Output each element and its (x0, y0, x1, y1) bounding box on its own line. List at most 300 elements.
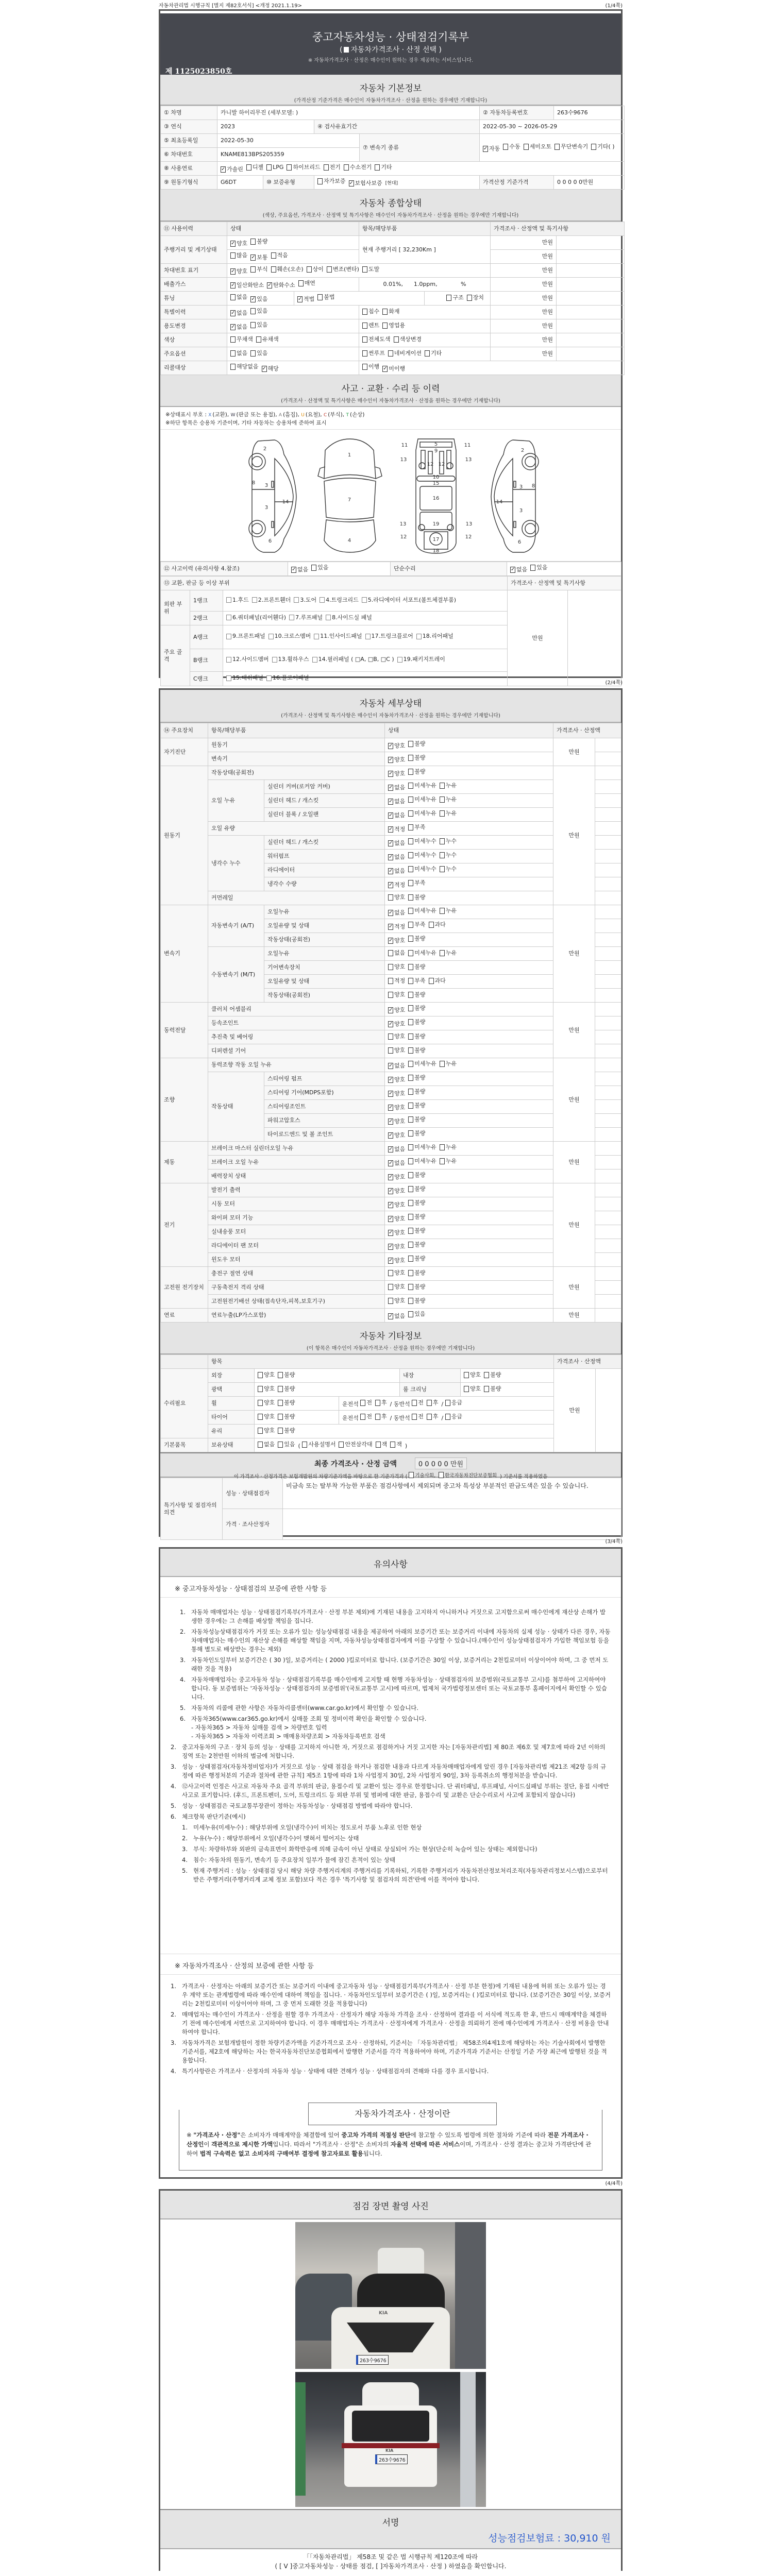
checkbox-option[interactable] (230, 350, 247, 357)
unchecked-box-icon[interactable] (258, 1400, 263, 1406)
checkbox-option[interactable] (440, 810, 457, 817)
unchecked-box-icon[interactable] (554, 144, 560, 150)
price-value[interactable] (596, 1369, 621, 1452)
unchecked-box-icon[interactable] (408, 838, 413, 844)
unchecked-box-icon[interactable] (226, 634, 231, 639)
checkbox-option[interactable] (412, 1399, 424, 1406)
unchecked-box-icon[interactable] (250, 308, 256, 314)
checkbox-option[interactable] (250, 308, 267, 315)
checkbox-option[interactable] (408, 838, 436, 845)
price-value[interactable] (595, 1267, 621, 1281)
unchecked-box-icon[interactable] (388, 1284, 393, 1290)
checkbox-option[interactable] (266, 673, 309, 683)
unchecked-box-icon[interactable] (250, 239, 256, 245)
checkbox-option[interactable] (408, 1283, 425, 1291)
checkbox-option[interactable] (317, 178, 346, 185)
unchecked-box-icon[interactable] (226, 675, 231, 681)
unchecked-box-icon[interactable] (440, 1144, 445, 1150)
checkbox-option[interactable] (362, 308, 379, 315)
checkbox-option[interactable] (445, 1399, 462, 1406)
checkbox-option[interactable] (258, 1441, 275, 1448)
checked-box-icon[interactable]: ✓ (389, 924, 393, 929)
checkbox-option[interactable] (408, 1255, 425, 1262)
unchecked-box-icon[interactable] (375, 1414, 380, 1420)
checkbox-option[interactable] (388, 1132, 405, 1139)
price-value[interactable] (595, 1114, 621, 1128)
checkbox-option[interactable] (445, 1413, 462, 1420)
checkbox-option[interactable] (412, 1413, 424, 1420)
checkbox-option[interactable] (291, 566, 308, 573)
checked-box-icon[interactable]: ✓ (231, 241, 236, 246)
unchecked-box-icon[interactable] (464, 1386, 469, 1392)
checkbox-option[interactable] (388, 1104, 405, 1111)
price-value[interactable] (595, 1239, 621, 1253)
unchecked-box-icon[interactable] (408, 922, 413, 928)
unchecked-box-icon[interactable] (230, 364, 236, 370)
checkbox-option[interactable] (278, 1399, 295, 1406)
unchecked-box-icon[interactable] (408, 908, 413, 914)
checkbox-option[interactable] (408, 810, 436, 817)
checkbox-option[interactable] (439, 1471, 497, 1479)
unchecked-box-icon[interactable] (408, 866, 413, 872)
unchecked-box-icon[interactable] (226, 597, 231, 603)
unchecked-box-icon[interactable] (408, 1270, 413, 1276)
unchecked-box-icon[interactable] (287, 164, 292, 171)
unchecked-box-icon[interactable] (362, 323, 367, 329)
unchecked-box-icon[interactable] (446, 295, 451, 301)
unchecked-box-icon[interactable] (365, 634, 371, 639)
checkbox-option[interactable] (246, 164, 263, 171)
unchecked-box-icon[interactable] (362, 336, 367, 343)
checkbox-option[interactable] (408, 950, 436, 957)
checkbox-option[interactable] (408, 879, 425, 887)
checked-box-icon[interactable]: ✓ (389, 854, 393, 860)
price-value[interactable] (595, 850, 621, 863)
checked-box-icon[interactable]: ✓ (389, 938, 393, 943)
checkbox-option[interactable] (258, 1385, 275, 1393)
unchecked-box-icon[interactable] (360, 1400, 365, 1406)
checkbox-option[interactable] (427, 1399, 439, 1406)
unchecked-box-icon[interactable] (230, 336, 236, 343)
unchecked-box-icon[interactable] (258, 1372, 263, 1378)
checked-box-icon[interactable]: ✓ (389, 882, 393, 888)
checkbox-option[interactable] (388, 1062, 405, 1070)
price-value[interactable] (595, 1142, 621, 1156)
checkbox-option[interactable] (388, 1174, 405, 1181)
checkbox-option[interactable] (388, 742, 405, 750)
checked-box-icon[interactable]: ✓ (221, 166, 226, 172)
checkbox-option[interactable] (226, 655, 269, 664)
checkbox-option[interactable] (408, 768, 425, 775)
unchecked-box-icon[interactable] (312, 657, 317, 663)
checked-box-icon[interactable]: ✓ (251, 255, 256, 260)
checkbox-option[interactable] (344, 164, 372, 171)
checkbox-option[interactable] (388, 1269, 405, 1277)
checked-box-icon[interactable]: ✓ (389, 1174, 393, 1180)
checkbox-option[interactable] (388, 826, 405, 833)
price-value[interactable] (557, 306, 625, 319)
checked-box-icon[interactable]: ✓ (389, 771, 393, 776)
checkbox-option[interactable] (382, 365, 405, 372)
price-value[interactable] (595, 933, 621, 947)
checkbox-option[interactable] (484, 1385, 501, 1393)
unchecked-box-icon[interactable] (408, 1284, 413, 1290)
price-value[interactable] (595, 1100, 621, 1114)
checked-box-icon[interactable]: ✓ (389, 1146, 393, 1152)
unchecked-box-icon[interactable] (278, 1372, 283, 1378)
checkbox-option[interactable] (230, 363, 259, 370)
price-value[interactable] (595, 780, 621, 794)
checkbox-option[interactable] (362, 322, 379, 329)
checkbox-option[interactable] (440, 1144, 457, 1151)
unchecked-box-icon[interactable] (388, 350, 393, 357)
unchecked-box-icon[interactable] (408, 1005, 413, 1011)
unchecked-box-icon[interactable] (440, 866, 445, 872)
checkbox-option[interactable] (530, 564, 547, 571)
unchecked-box-icon[interactable] (320, 597, 325, 603)
checkbox-option[interactable] (388, 1243, 405, 1250)
checked-box-icon[interactable]: ✓ (231, 310, 236, 316)
checked-box-icon[interactable]: ✓ (389, 1313, 393, 1319)
checked-box-icon[interactable]: ✓ (389, 812, 393, 818)
checked-box-icon[interactable]: ✓ (389, 757, 393, 762)
unchecked-box-icon[interactable] (344, 164, 349, 171)
checkbox-option[interactable] (510, 566, 527, 573)
unchecked-box-icon[interactable] (388, 894, 393, 901)
unchecked-box-icon[interactable] (362, 597, 367, 603)
checkbox-option[interactable] (408, 1102, 425, 1109)
unchecked-box-icon[interactable] (360, 1414, 365, 1420)
checked-box-icon[interactable]: ✓ (292, 567, 296, 572)
unchecked-box-icon[interactable] (271, 266, 276, 273)
unchecked-box-icon[interactable] (230, 252, 236, 259)
checkbox-option[interactable] (408, 1019, 425, 1026)
unchecked-box-icon[interactable] (408, 894, 413, 901)
unchecked-box-icon[interactable] (445, 1400, 450, 1406)
price-value[interactable] (595, 1030, 621, 1044)
checkbox-option[interactable] (388, 812, 405, 819)
checkbox-option[interactable] (258, 1371, 275, 1379)
checkbox-option[interactable] (408, 1047, 425, 1054)
checkbox-option[interactable] (326, 613, 372, 622)
appraiser-opinion[interactable] (283, 1509, 621, 1540)
checkbox-option[interactable] (440, 782, 457, 789)
checkbox-option[interactable] (394, 336, 422, 343)
price-value[interactable] (595, 766, 621, 780)
checkbox-option[interactable] (440, 1158, 457, 1165)
unchecked-box-icon[interactable] (390, 1442, 395, 1448)
checkbox-option[interactable] (230, 294, 247, 301)
checkbox-option[interactable] (408, 866, 436, 873)
checked-box-icon[interactable]: ✓ (389, 1216, 393, 1222)
unchecked-box-icon[interactable] (408, 1228, 413, 1234)
checkbox-option[interactable] (267, 282, 295, 289)
checkbox-option[interactable] (388, 854, 405, 861)
checkbox-option[interactable] (360, 1399, 372, 1406)
unchecked-box-icon[interactable] (439, 1472, 444, 1478)
checkbox-option[interactable] (278, 1441, 295, 1448)
unchecked-box-icon[interactable] (388, 1047, 393, 1054)
unchecked-box-icon[interactable] (362, 266, 367, 273)
unchecked-box-icon[interactable] (376, 1442, 381, 1448)
checked-box-icon[interactable]: ✓ (389, 1132, 393, 1138)
unchecked-box-icon[interactable] (429, 978, 434, 984)
checkbox-option[interactable] (221, 166, 243, 173)
checkbox-option[interactable] (408, 1297, 425, 1304)
checkbox-option[interactable] (440, 866, 457, 873)
checkbox-option[interactable] (440, 907, 457, 914)
unchecked-box-icon[interactable] (416, 634, 422, 639)
checked-box-icon[interactable]: ✓ (389, 743, 393, 749)
price-value[interactable] (557, 292, 625, 306)
checkbox-option[interactable] (408, 991, 425, 998)
unchecked-box-icon[interactable] (307, 266, 312, 273)
checkbox-option[interactable] (408, 1060, 436, 1067)
checked-box-icon[interactable]: ✓ (251, 296, 256, 302)
unchecked-box-icon[interactable] (440, 838, 445, 844)
checked-box-icon[interactable]: ✓ (483, 145, 488, 151)
checked-box-icon[interactable]: ✓ (262, 366, 266, 371)
checkbox-option[interactable] (408, 782, 436, 789)
price-value[interactable] (595, 794, 621, 808)
unchecked-box-icon[interactable] (412, 1414, 417, 1420)
checked-box-icon[interactable]: ✓ (389, 910, 393, 916)
unchecked-box-icon[interactable] (408, 824, 413, 831)
checkbox-option[interactable] (349, 180, 382, 187)
checkbox-option[interactable] (408, 1033, 425, 1040)
price-value[interactable] (595, 1309, 621, 1323)
unchecked-box-icon[interactable] (408, 1214, 413, 1220)
price-value[interactable] (595, 1281, 621, 1295)
checkbox-option[interactable] (230, 282, 264, 289)
checkbox-option[interactable] (388, 784, 405, 791)
checkbox-option[interactable] (297, 296, 314, 303)
checkbox-option[interactable] (230, 268, 247, 275)
unchecked-box-icon[interactable] (408, 992, 413, 998)
unchecked-box-icon[interactable] (250, 322, 256, 328)
unchecked-box-icon[interactable] (250, 350, 256, 357)
checkbox-option[interactable] (362, 350, 385, 357)
checked-box-icon[interactable]: ✓ (389, 1063, 393, 1069)
unchecked-box-icon[interactable] (230, 294, 236, 300)
unchecked-box-icon[interactable] (425, 350, 430, 357)
checkbox-option[interactable] (302, 1441, 335, 1448)
price-value[interactable] (595, 1072, 621, 1086)
checkbox-option[interactable] (408, 907, 436, 914)
selected-checkbox-icon[interactable] (344, 47, 349, 53)
checkbox-option[interactable] (408, 894, 425, 901)
unchecked-box-icon[interactable] (266, 675, 272, 681)
price-value[interactable] (557, 250, 625, 264)
checkbox-option[interactable] (250, 350, 267, 357)
unchecked-box-icon[interactable] (408, 936, 413, 942)
unchecked-box-icon[interactable] (408, 1144, 413, 1150)
price-value[interactable] (595, 1295, 621, 1309)
checkbox-option[interactable] (388, 977, 405, 985)
checked-box-icon[interactable]: ✓ (231, 324, 236, 330)
price-value[interactable] (595, 1253, 621, 1267)
checkbox-option[interactable] (483, 145, 500, 152)
unchecked-box-icon[interactable] (382, 323, 388, 329)
checked-box-icon[interactable]: ✓ (511, 567, 515, 572)
checkbox-option[interactable] (376, 1441, 388, 1448)
checked-box-icon[interactable]: ✓ (389, 1230, 393, 1235)
checked-box-icon[interactable]: ✓ (389, 868, 393, 874)
price-value[interactable] (595, 905, 621, 919)
unchecked-box-icon[interactable] (408, 741, 413, 747)
unchecked-box-icon[interactable] (246, 164, 251, 171)
checkbox-option[interactable] (339, 1441, 372, 1448)
checkbox-option[interactable] (429, 921, 446, 928)
unchecked-box-icon[interactable] (408, 769, 413, 775)
checkbox-option[interactable] (388, 937, 405, 944)
checkbox-option[interactable] (262, 365, 279, 372)
checkbox-option[interactable] (226, 632, 265, 641)
unchecked-box-icon[interactable] (408, 1116, 413, 1123)
checkbox-option[interactable] (312, 655, 394, 664)
unchecked-box-icon[interactable] (412, 1400, 417, 1406)
checkbox-option[interactable] (416, 632, 453, 641)
unchecked-box-icon[interactable] (484, 1372, 489, 1378)
checkbox-option[interactable] (408, 1005, 425, 1012)
price-value[interactable] (595, 808, 621, 822)
unchecked-box-icon[interactable] (230, 350, 236, 357)
unchecked-box-icon[interactable] (250, 266, 256, 273)
unchecked-box-icon[interactable] (464, 1372, 469, 1378)
checkbox-option[interactable] (388, 1160, 405, 1167)
checkbox-option[interactable] (408, 1088, 425, 1095)
price-value[interactable] (595, 919, 621, 933)
checkbox-option[interactable] (272, 655, 309, 664)
price-value[interactable] (595, 1197, 621, 1211)
unchecked-box-icon[interactable] (278, 1386, 283, 1392)
checkbox-option[interactable] (230, 336, 253, 343)
unchecked-box-icon[interactable] (362, 364, 367, 370)
unchecked-box-icon[interactable] (530, 565, 535, 571)
checkbox-option[interactable] (294, 596, 316, 605)
unchecked-box-icon[interactable] (339, 1442, 344, 1448)
checkbox-option[interactable] (226, 613, 286, 622)
checkbox-option[interactable] (408, 1311, 425, 1318)
unchecked-box-icon[interactable] (278, 1400, 283, 1406)
unchecked-box-icon[interactable] (408, 1242, 413, 1248)
checkbox-option[interactable] (388, 1215, 405, 1223)
checkbox-option[interactable] (230, 310, 247, 317)
unchecked-box-icon[interactable] (524, 144, 529, 150)
price-value[interactable] (595, 1225, 621, 1239)
unchecked-box-icon[interactable] (591, 144, 596, 150)
unchecked-box-icon[interactable] (408, 1019, 413, 1025)
unchecked-box-icon[interactable] (429, 922, 434, 928)
checkbox-option[interactable] (446, 294, 463, 301)
checkbox-option[interactable] (365, 632, 413, 641)
checkbox-option[interactable] (388, 1090, 405, 1097)
unchecked-box-icon[interactable] (408, 1061, 413, 1067)
checkbox-option[interactable] (388, 1021, 405, 1028)
checkbox-option[interactable] (408, 963, 425, 971)
unchecked-box-icon[interactable] (388, 1298, 393, 1304)
price-value[interactable] (595, 1183, 621, 1197)
checked-box-icon[interactable]: ✓ (267, 282, 272, 288)
checkbox-option[interactable] (250, 321, 267, 329)
checkbox-option[interactable] (388, 756, 405, 764)
checkbox-option[interactable] (408, 1227, 425, 1234)
unchecked-box-icon[interactable] (388, 978, 393, 984)
unchecked-box-icon[interactable] (278, 1414, 283, 1420)
unchecked-box-icon[interactable] (311, 565, 316, 571)
checkbox-option[interactable] (524, 143, 552, 150)
checkbox-option[interactable] (390, 1441, 402, 1448)
price-value[interactable] (557, 264, 625, 278)
price-value[interactable] (595, 975, 621, 989)
checkbox-option[interactable] (440, 1060, 457, 1067)
checkbox-option[interactable] (250, 296, 267, 303)
unchecked-box-icon[interactable] (408, 852, 413, 858)
checkbox-option[interactable] (388, 991, 405, 998)
unchecked-box-icon[interactable] (294, 597, 299, 603)
unchecked-box-icon[interactable] (382, 309, 388, 315)
checkbox-option[interactable] (408, 977, 425, 985)
checkbox-option[interactable] (408, 1144, 436, 1151)
unchecked-box-icon[interactable] (408, 1256, 413, 1262)
checkbox-option[interactable] (440, 796, 457, 803)
unchecked-box-icon[interactable] (302, 1442, 307, 1448)
price-value[interactable] (595, 947, 621, 961)
price-value[interactable] (595, 1058, 621, 1072)
checkbox-option[interactable] (375, 1413, 387, 1420)
checkbox-option[interactable] (408, 754, 425, 761)
price-value[interactable] (557, 278, 625, 292)
checkbox-option[interactable] (388, 1283, 405, 1291)
checkbox-option[interactable] (388, 909, 405, 917)
checkbox-option[interactable] (427, 1413, 439, 1420)
checkbox-option[interactable] (408, 1130, 425, 1137)
checkbox-option[interactable] (266, 164, 283, 171)
checkbox-option[interactable] (271, 266, 304, 273)
price-value[interactable] (557, 347, 625, 361)
checkbox-option[interactable] (408, 1158, 436, 1165)
unchecked-box-icon[interactable] (362, 350, 367, 357)
price-value[interactable] (595, 1170, 621, 1183)
unchecked-box-icon[interactable] (467, 295, 472, 301)
checked-box-icon[interactable]: ✓ (389, 1188, 393, 1194)
checkbox-option[interactable] (324, 164, 341, 171)
price-value[interactable] (595, 822, 621, 836)
checkbox-option[interactable] (440, 852, 457, 859)
unchecked-box-icon[interactable] (314, 634, 319, 639)
unchecked-box-icon[interactable] (226, 615, 231, 620)
checkbox-option[interactable] (226, 673, 263, 683)
checked-box-icon[interactable]: ✓ (389, 1202, 393, 1208)
checkbox-option[interactable] (503, 143, 520, 150)
checkbox-option[interactable] (408, 740, 425, 748)
checkbox-option[interactable] (258, 1399, 275, 1406)
unchecked-box-icon[interactable] (408, 1103, 413, 1109)
checkbox-option[interactable] (362, 363, 379, 370)
unchecked-box-icon[interactable] (408, 964, 413, 970)
unchecked-box-icon[interactable] (252, 597, 257, 603)
checkbox-option[interactable] (388, 350, 422, 357)
unchecked-box-icon[interactable] (271, 252, 276, 259)
price-value[interactable] (595, 1156, 621, 1170)
checked-box-icon[interactable]: ✓ (389, 1077, 393, 1082)
checkbox-option[interactable] (408, 1199, 425, 1207)
price-value[interactable] (595, 989, 621, 1003)
unchecked-box-icon[interactable] (440, 950, 445, 956)
unchecked-box-icon[interactable] (278, 1428, 283, 1434)
checkbox-option[interactable] (289, 613, 323, 622)
checkbox-option[interactable] (388, 868, 405, 875)
